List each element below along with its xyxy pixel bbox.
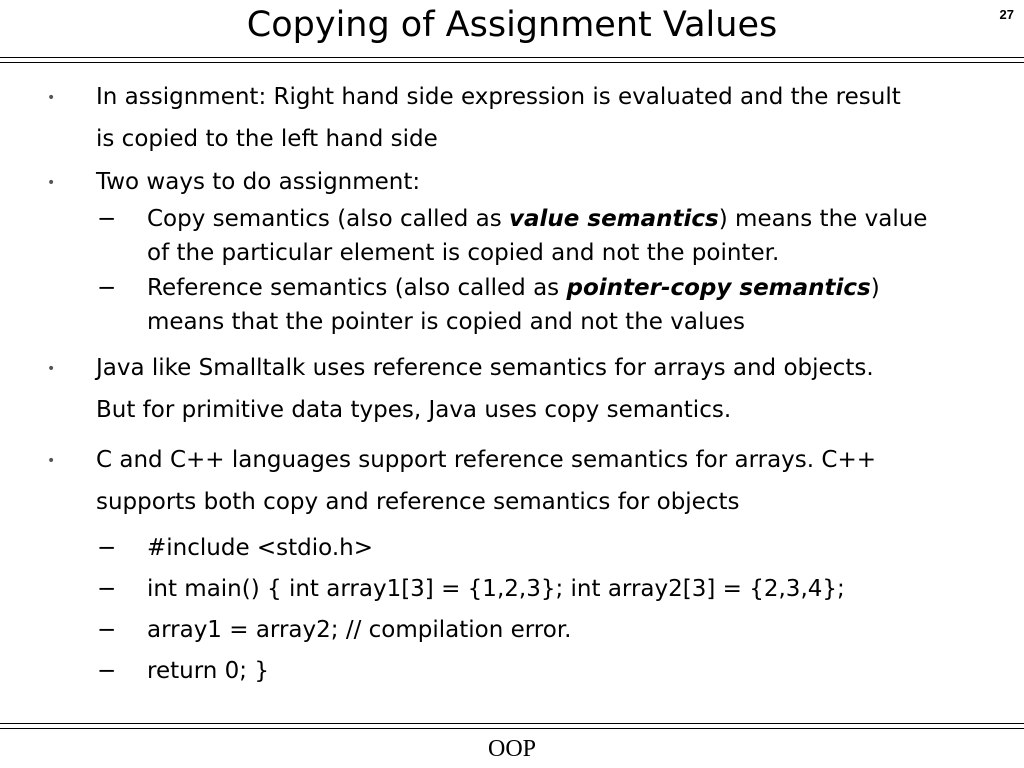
dash-marker: − (97, 535, 117, 561)
bullet-marker: • (47, 175, 56, 191)
code-line-assignment: array1 = array2; // compilation error. (147, 617, 572, 643)
title-rule-bottom (0, 62, 1024, 63)
dash-marker: − (97, 206, 117, 232)
term-pointer-copy-semantics: pointer-copy semantics (566, 275, 871, 301)
subitem-reference-semantics-line-2: means that the pointer is copied and not the values (147, 309, 746, 335)
bullet-3-line-1: Java like Smalltalk uses reference semantics for arrays and objects. (96, 355, 874, 381)
code-line-main: int main() { int array1[3] = {1,2,3}; int array2[3] = {2,3,4}; (147, 576, 845, 602)
slide-number: 27 (999, 7, 1014, 22)
bullet-marker: • (47, 361, 56, 377)
subitem-reference-semantics-line-1 (147, 274, 880, 302)
title-rule-top (0, 57, 1024, 58)
bullet-3-line-2: But for primitive data types, Java uses copy semantics. (96, 397, 732, 423)
bullet-2-line-1: Two ways to do assignment: (96, 169, 421, 195)
dash-marker: − (97, 658, 117, 684)
subitem-copy-semantics-line-2: of the particular element is copied and not the pointer. (147, 240, 780, 266)
footer-rule-top (0, 723, 1024, 724)
footer-rule-bottom (0, 728, 1024, 729)
code-line-include: #include <stdio.h> (147, 535, 374, 561)
subitem-copy-semantics-line-1 (147, 205, 927, 233)
bullet-4-line-1: C and C++ languages support reference semantics for arrays. C++ (96, 447, 877, 473)
dash-marker: − (97, 576, 117, 602)
bullet-marker: • (47, 90, 56, 106)
term-value-semantics: value semantics (509, 206, 719, 232)
dash-marker: − (97, 617, 117, 643)
dash-marker: − (97, 275, 117, 301)
subitem-text: ) means the value (718, 206, 928, 232)
subitem-text: Reference semantics (also called as (147, 275, 567, 301)
bullet-marker: • (47, 453, 56, 469)
slide-title: Copying of Assignment Values (246, 5, 778, 45)
bullet-1-line-2: is copied to the left hand side (96, 126, 438, 152)
subitem-text: ) (870, 275, 880, 301)
bullet-4-line-2: supports both copy and reference semantics for objects (96, 489, 740, 515)
footer-label: OOP (487, 736, 536, 762)
code-line-return: return 0; } (147, 658, 269, 684)
bullet-1-line-1: In assignment: Right hand side expression is evaluated and the result (96, 84, 901, 110)
subitem-text: Copy semantics (also called as (147, 206, 510, 232)
